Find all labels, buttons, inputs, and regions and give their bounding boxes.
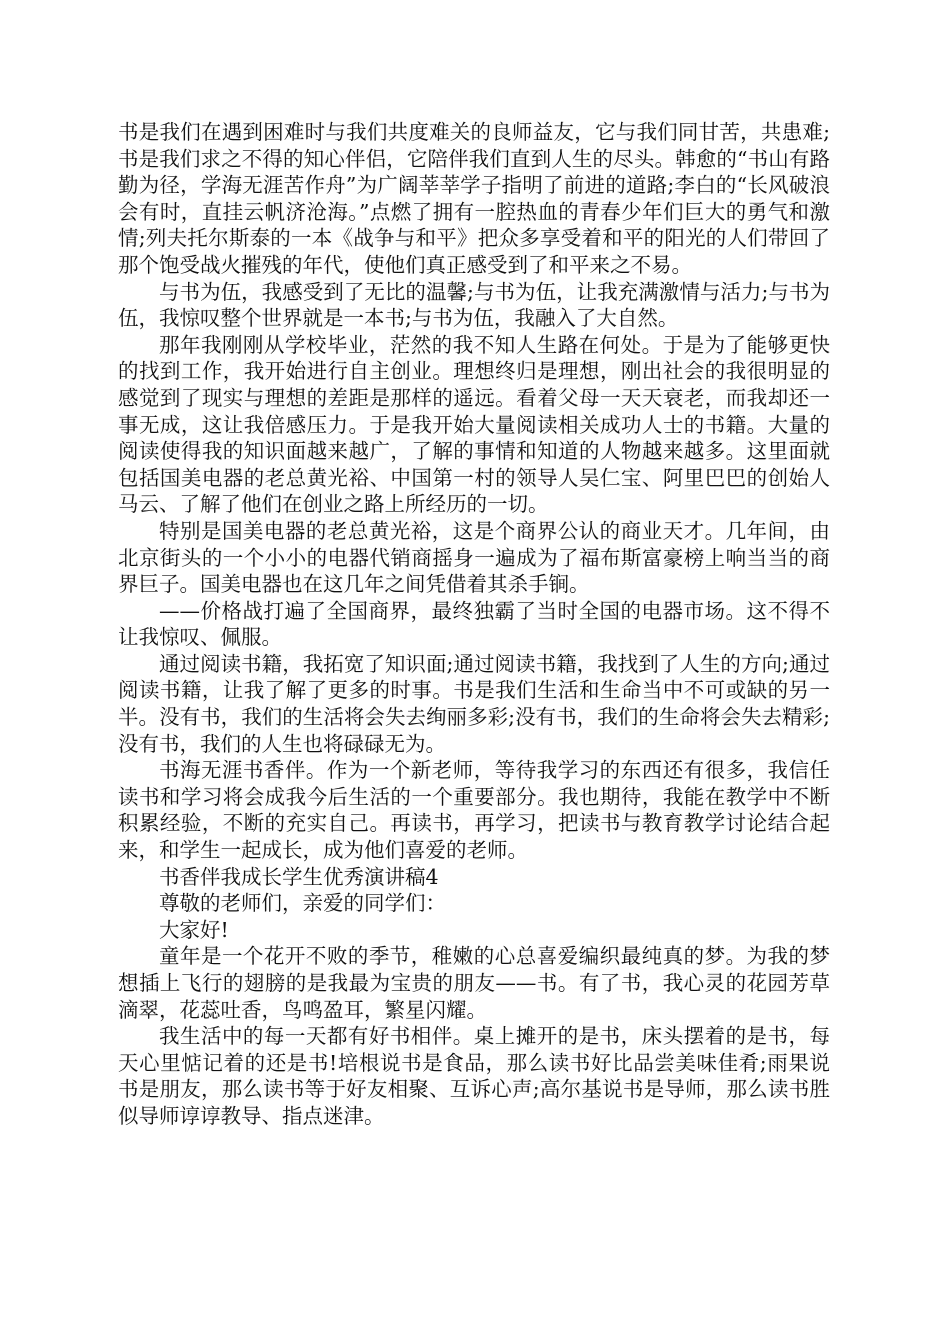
- paragraph-5: ——价格战打遍了全国商界，最终独霸了当时全国的电器市场。这不得不让我惊叹、佩服。: [118, 598, 830, 650]
- paragraph-7: 书海无涯书香伴。作为一个新老师，等待我学习的东西还有很多，我信任读书和学习将会成我今后生活的一个重要部分。我也期待，我能在教学中不断积累经验，不断的充实自己。再读书，再学习，把读书与教育教学讨论结合起来，和学生一起成长，成为他们喜爱的老师。: [118, 758, 830, 863]
- paragraph-6: 通过阅读书籍，我拓宽了知识面;通过阅读书籍，我找到了人生的方向;通过阅读书籍，让我了解了更多的时事。书是我们生活和生命当中不可或缺的另一半。没有书，我们的生活将会失去绚丽多彩;没有书，我们的生命将会失去精彩;没有书，我们的人生也将碌碌无为。: [118, 651, 830, 756]
- greeting: 大家好!: [159, 917, 229, 942]
- document-page: [118, 119, 830, 1130]
- paragraph-4: 特别是国美电器的老总黄光裕，这是个商界公认的商业天才。几年间，由北京街头的一个小小的电器代销商摇身一遍成为了福布斯富豪榜上响当当的商界巨子。国美电器也在这几年之间凭借着其杀手锏。: [118, 518, 830, 597]
- salutation: 尊敬的老师们，亲爱的同学们：: [159, 891, 446, 916]
- paragraph-3: 那年我刚刚从学校毕业，茫然的我不知人生路在何处。于是为了能够更快的找到工作，我开始进行自主创业。理想终归是理想，刚出社会的我很明显的感觉到了现实与理想的差距是那样的遥远。看着父母一天天衰老，而我却还一事无成，这让我倍感压力。于是我开始大量阅读相关成功人士的书籍。大量的阅读使得我的知识面越来越广，了解的事情和知道的人物越来越多。这里面就包括国美电器的老总黄光裕、中国第一村的领导人吴仁宝、阿里巴巴的创始人马云、了解了他们在创业之路上所经历的一切。: [118, 332, 830, 517]
- paragraph-1: 书是我们在遇到困难时与我们共度难关的良师益友，它与我们同甘苦，共患难;书是我们求之不得的知心伴侣，它陪伴我们直到人生的尽头。韩愈的“书山有路勤为径，学海无涯苦作舟”为广阔莘莘学子指明了前进的道路;李白的“长风破浪会有时，直挂云帆济沧海。”点燃了拥有一腔热血的青春少年们巨大的勇气和激情;列夫托尔斯泰的一本《战争与和平》把众多享受着和平的阳光的人们带回了那个饱受战火摧残的年代，使他们真正感受到了和平来之不易。: [118, 120, 830, 277]
- paragraph-9: 我生活中的每一天都有好书相伴。桌上摊开的是书，床头摆着的是书，每天心里惦记着的还是书!培根说书是食品，那么读书好比品尝美味佳肴;雨果说书是朋友，那么读书等于好友相聚、互诉心声;高尔基说书是导师，那么读书胜似导师谆谆教导、指点迷津。: [118, 1024, 830, 1128]
- speech-title: 书香伴我成长学生优秀演讲稿4: [159, 864, 439, 889]
- paragraph-8: 童年是一个花开不败的季节，稚嫩的心总喜爱编织最纯真的梦。为我的梦想插上飞行的翅膀的是我最为宝贵的朋友——书。有了书，我心灵的花园芳草滴翠，花蕊吐香，鸟鸣盈耳，繁星闪耀。: [118, 944, 830, 1022]
- paragraph-2: 与书为伍，我感受到了无比的温馨;与书为伍，让我充满激情与活力;与书为伍，我惊叹整个世界就是一本书;与书为伍，我融入了大自然。: [118, 279, 830, 331]
